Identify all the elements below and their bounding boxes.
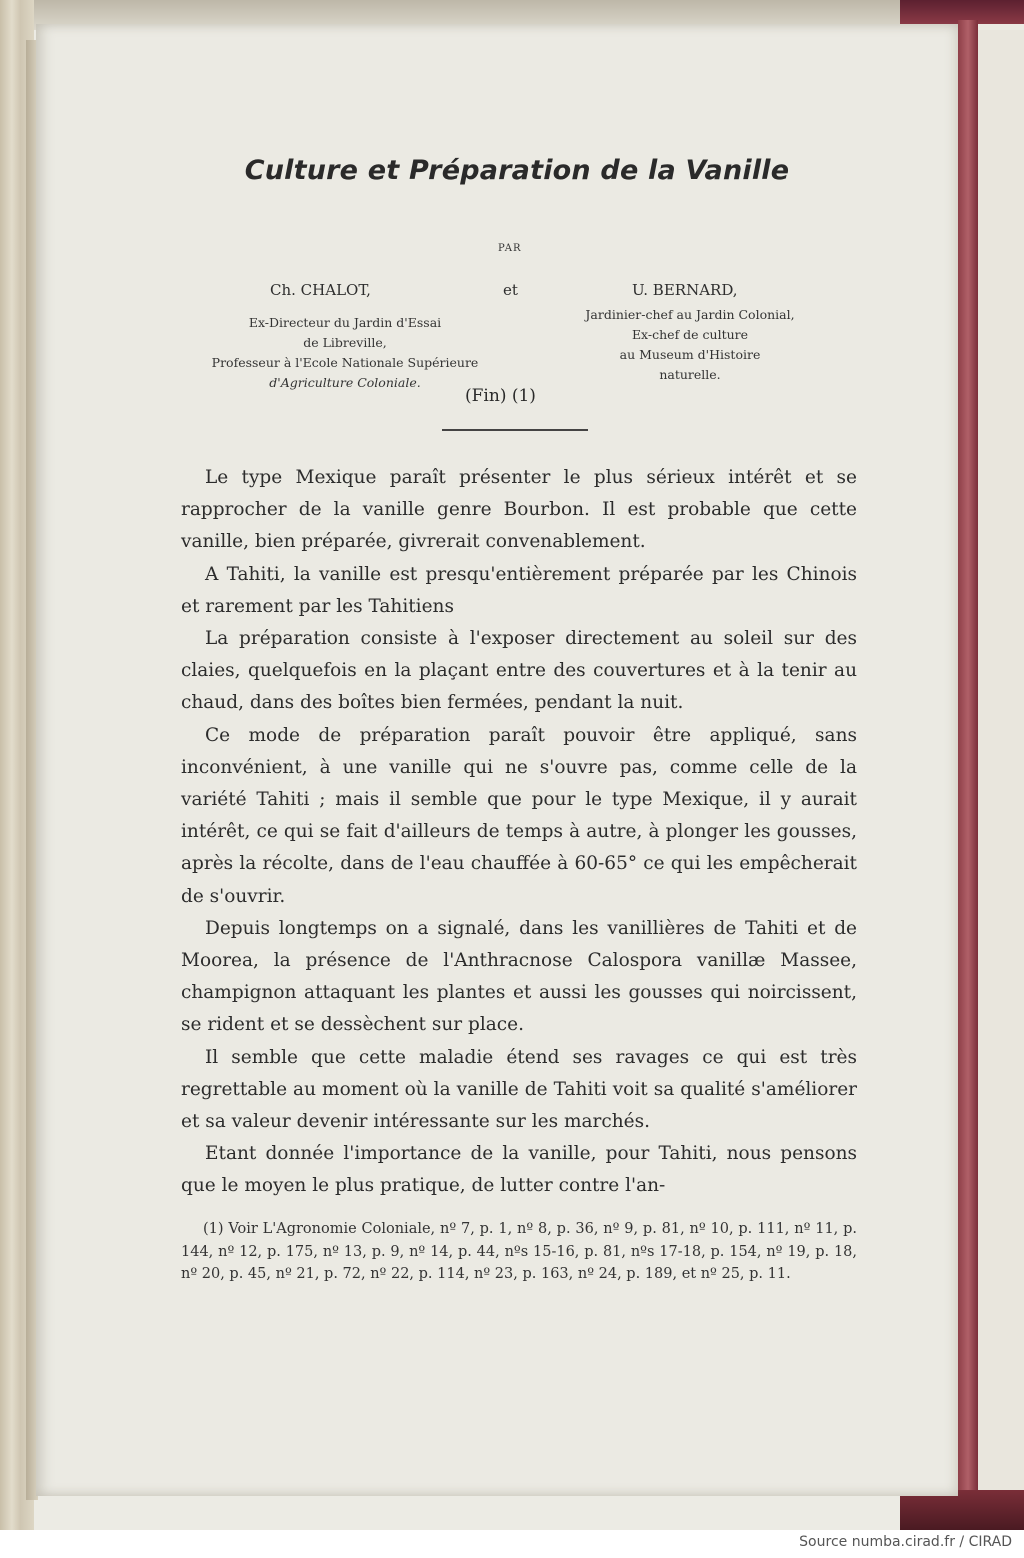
author-left-name: Ch. CHALOT, [270, 281, 371, 299]
affiliation-line: de Libreville, [303, 335, 387, 350]
byline-label: PAR [498, 243, 522, 254]
source-credit: Source numba.cirad.fr / CIRAD [799, 1534, 1012, 1550]
affiliation-line: Professeur à l'Ecole Nationale Supérieure [211, 355, 479, 370]
paragraph: Il semble que cette maladie étend ses ravages ce qui est très regrettable au moment où la vanille de Tahiti voit sa qualité s'améliorer et sa valeur devenir intéressante sur les marchés. [181, 1046, 857, 1133]
affiliation-line: Ex-Directeur du Jardin d'Essai [248, 315, 442, 330]
footnotes [181, 1218, 857, 1286]
author-right-name: U. BERNARD, [632, 281, 738, 299]
paragraph: Ce mode de préparation paraît pouvoir être appliqué, sans inconvénient, à une vanille qui ne s'ouvre pas, comme celle de la variété Tahiti ; mais il semble que pour le type Mexique, il y aurait intérêt, ce qui se fait d'ailleurs de temps à autre, à plonger les gousses, après la récolte, dans de l'eau chauffée à 60-65° ce qui les empêcherait de s'ouvrir. [181, 724, 857, 907]
book-cover-bottom [900, 1490, 1024, 1530]
affiliation-line: Jardinier-chef au Jardin Colonial, [585, 307, 795, 322]
author-left-affiliation [184, 313, 506, 393]
paragraph: Etant donnée l'importance de la vanille, pour Tahiti, nous pensons que le moyen le plus pratique, de lutter contre l'an- [181, 1143, 857, 1197]
continuation-marker: (Fin) (1) [465, 386, 536, 406]
affiliation-line: au Museum d'Histoire [619, 347, 761, 362]
author-conjunction: et [503, 281, 518, 299]
paragraph: Le type Mexique paraît présenter le plus sérieux intérêt et se rapprocher de la vanille genre Bourbon. Il est probable que cette vanille, bien préparée, givrerait convenablement. [181, 467, 857, 553]
article-title: Culture et Préparation de la Vanille [244, 155, 790, 186]
affiliation-line: d'Agriculture Coloniale. [269, 375, 421, 390]
affiliation-line: Ex-chef de culture [631, 327, 749, 342]
footnote: (1) Voir L'Agronomie Coloniale, nº 7, p. 1, nº 8, p. 36, nº 9, p. 81, nº 10, p. 111, nº 11, p. 144, nº 12, p. 175, nº 13, p. 9, nº 14, p. 44, nºs 15-16, p. 81, nºs 17-18, p. 154, nº 19, p. 18, nº 20, p. 45, nº 21, p. 72, nº 22, p. 114, nº 23, p. 163, nº 24, p. 189, et nº 25, p. 11. [181, 1221, 857, 1282]
book-cover-edge [958, 20, 978, 1530]
affiliation-line: naturelle. [659, 367, 721, 382]
author-right-affiliation [560, 305, 820, 385]
paragraph: La préparation consiste à l'exposer directement au soleil sur des claies, quelquefois en la plaçant entre des couvertures et à la tenir au chaud, dans des boîtes bien fermées, pendant la nuit. [181, 628, 857, 714]
paragraph: A Tahiti, la vanille est presqu'entièrement préparée par les Chinois et rarement par les Tahitiens [181, 563, 857, 617]
title-divider [442, 429, 588, 431]
article-body [181, 462, 857, 1203]
paragraph: Depuis longtemps on a signalé, dans les vanillières de Tahiti et de Moorea, la présence de l'Anthracnose Calospora vanillæ Massee, champignon attaquant les plantes et aussi les gousses qui noircissent, se rident et se dessèchent sur place. [181, 917, 857, 1036]
